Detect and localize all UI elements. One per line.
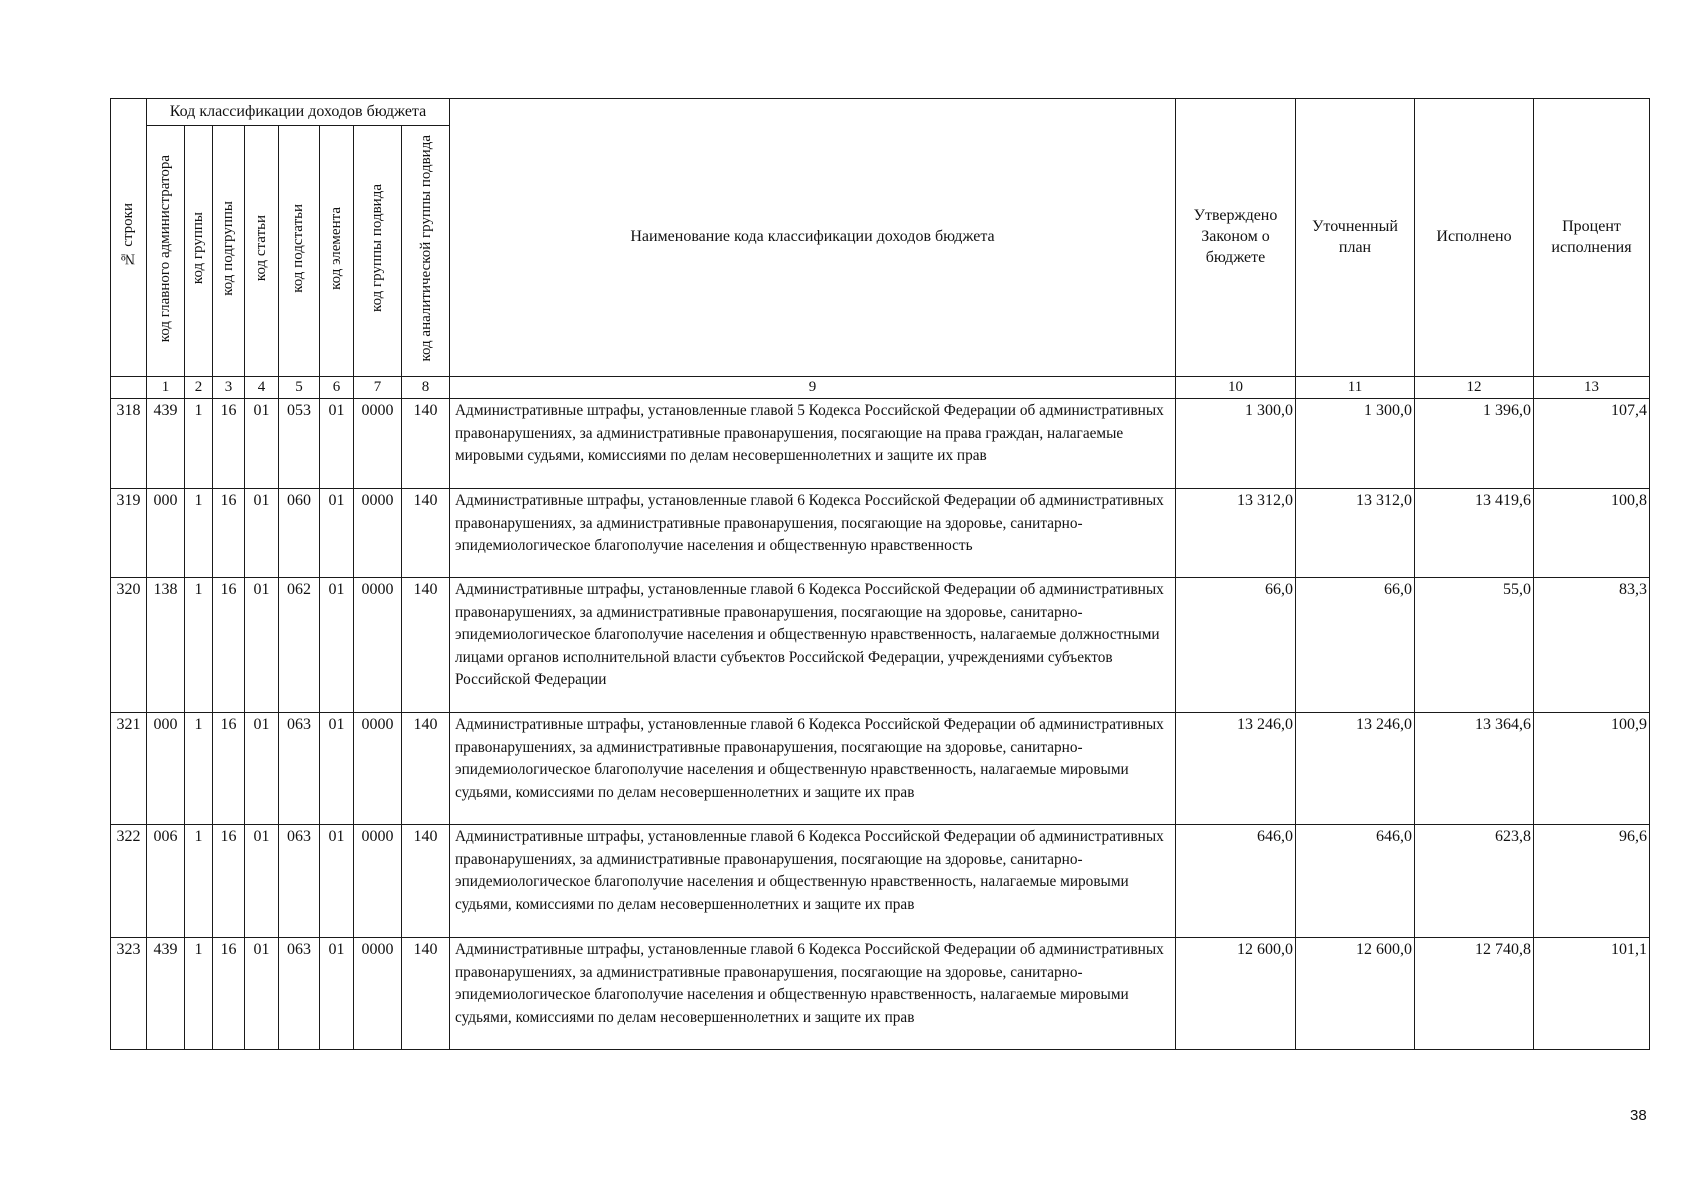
cell-refined: 13 312,0 <box>1296 489 1415 578</box>
cell-row-no: 318 <box>111 399 147 489</box>
cell-subarticle: 060 <box>279 489 320 578</box>
cell-approved: 13 246,0 <box>1176 713 1296 825</box>
column-number: 7 <box>354 377 402 399</box>
cell-row-no: 321 <box>111 713 147 825</box>
header-code-group-label: код группы <box>189 212 206 285</box>
header-code-subgroup <box>213 126 245 377</box>
cell-element: 01 <box>320 713 354 825</box>
header-percent: Процент исполнения <box>1534 99 1650 377</box>
header-code-subarticle-label: код подстатьи <box>290 203 307 293</box>
cell-article: 01 <box>245 825 279 938</box>
header-code-subgroup-label: код подгруппы <box>219 200 236 296</box>
table-row <box>111 938 1650 1050</box>
header-code-group-col <box>185 126 213 377</box>
cell-name: Административные штрафы, установленные главой 6 Кодекса Российской Федерации об административных правонарушениях, за административные правонарушения, посягающие на здоровье, санитарно-эпидемиологическое благополучие населения и общественную нравственность, налагаемые мировыми судьями, комиссиями по делам несовершеннолетних и защите их прав <box>450 938 1176 1050</box>
cell-analytic: 140 <box>402 399 450 489</box>
cell-analytic: 140 <box>402 825 450 938</box>
cell-analytic: 140 <box>402 938 450 1050</box>
cell-approved: 1 300,0 <box>1176 399 1296 489</box>
cell-executed: 12 740,8 <box>1415 938 1534 1050</box>
cell-row-no: 323 <box>111 938 147 1050</box>
column-number: 2 <box>185 377 213 399</box>
table-row <box>111 825 1650 938</box>
cell-name: Административные штрафы, установленные главой 6 Кодекса Российской Федерации об административных правонарушениях, за административные правонарушения, посягающие на здоровье, санитарно-эпидемиологическое благополучие населения и общественную нравственность <box>450 489 1176 578</box>
cell-analytic: 140 <box>402 489 450 578</box>
cell-subgroup: 16 <box>213 399 245 489</box>
header-approved: Утверждено Законом о бюджете <box>1176 99 1296 377</box>
cell-percent: 96,6 <box>1534 825 1650 938</box>
cell-admin: 006 <box>147 825 185 938</box>
cell-group: 1 <box>185 489 213 578</box>
cell-refined: 646,0 <box>1296 825 1415 938</box>
header-code-admin <box>147 126 185 377</box>
cell-element: 01 <box>320 578 354 713</box>
cell-element: 01 <box>320 938 354 1050</box>
header-name: Наименование кода классификации доходов бюджета <box>450 99 1176 377</box>
cell-subgroup: 16 <box>213 489 245 578</box>
header-code-analytic <box>402 126 450 377</box>
cell-percent: 100,9 <box>1534 713 1650 825</box>
column-number: 5 <box>279 377 320 399</box>
cell-subtype-group: 0000 <box>354 578 402 713</box>
page-number: 38 <box>1630 1107 1647 1124</box>
cell-subarticle: 063 <box>279 825 320 938</box>
header-code-analytic-label: код аналитической группы подвида <box>417 135 434 362</box>
cell-subtype-group: 0000 <box>354 713 402 825</box>
cell-executed: 623,8 <box>1415 825 1534 938</box>
cell-approved: 13 312,0 <box>1176 489 1296 578</box>
cell-refined: 1 300,0 <box>1296 399 1415 489</box>
column-number: 4 <box>245 377 279 399</box>
cell-subarticle: 053 <box>279 399 320 489</box>
cell-name: Административные штрафы, установленные главой 5 Кодекса Российской Федерации об административных правонарушениях, за административные правонарушения, посягающие на права граждан, налагаемые мировыми судьями, комиссиями по делам несовершеннолетних и защите их прав <box>450 399 1176 489</box>
cell-executed: 13 419,6 <box>1415 489 1534 578</box>
cell-subtype-group: 0000 <box>354 489 402 578</box>
cell-element: 01 <box>320 489 354 578</box>
cell-name: Административные штрафы, установленные главой 6 Кодекса Российской Федерации об административных правонарушениях, за административные правонарушения, посягающие на здоровье, санитарно-эпидемиологическое благополучие населения и общественную нравственность, налагаемые должностными лицами органов исполнительной власти субъектов Российской Федерации, учреждениями субъектов Российской Федерации <box>450 578 1176 713</box>
header-code-element <box>320 126 354 377</box>
column-number: 6 <box>320 377 354 399</box>
header-code-group: Код классификации доходов бюджета <box>147 99 450 126</box>
column-number: 11 <box>1296 377 1415 399</box>
cell-admin: 000 <box>147 713 185 825</box>
header-code-article <box>245 126 279 377</box>
cell-approved: 646,0 <box>1176 825 1296 938</box>
cell-subarticle: 063 <box>279 713 320 825</box>
cell-row-no: 319 <box>111 489 147 578</box>
cell-admin: 000 <box>147 489 185 578</box>
cell-group: 1 <box>185 399 213 489</box>
cell-admin: 439 <box>147 938 185 1050</box>
cell-name: Административные штрафы, установленные главой 6 Кодекса Российской Федерации об административных правонарушениях, за административные правонарушения, посягающие на здоровье, санитарно-эпидемиологическое благополучие населения и общественную нравственность, налагаемые мировыми судьями, комиссиями по делам несовершеннолетних и защите их прав <box>450 713 1176 825</box>
cell-name: Административные штрафы, установленные главой 6 Кодекса Российской Федерации об административных правонарушениях, за административные правонарушения, посягающие на здоровье, санитарно-эпидемиологическое благополучие населения и общественную нравственность, налагаемые мировыми судьями, комиссиями по делам несовершеннолетних и защите их прав <box>450 825 1176 938</box>
cell-row-no: 322 <box>111 825 147 938</box>
header-code-subtype-group <box>354 126 402 377</box>
cell-subarticle: 062 <box>279 578 320 713</box>
cell-subtype-group: 0000 <box>354 938 402 1050</box>
cell-executed: 1 396,0 <box>1415 399 1534 489</box>
budget-revenue-table <box>110 98 1650 1050</box>
cell-subgroup: 16 <box>213 578 245 713</box>
column-number: 12 <box>1415 377 1534 399</box>
cell-analytic: 140 <box>402 578 450 713</box>
cell-approved: 12 600,0 <box>1176 938 1296 1050</box>
column-number: 1 <box>147 377 185 399</box>
cell-analytic: 140 <box>402 713 450 825</box>
cell-subarticle: 063 <box>279 938 320 1050</box>
header-refined: Уточненный план <box>1296 99 1415 377</box>
header-row-no <box>111 99 147 377</box>
header-executed: Исполнено <box>1415 99 1534 377</box>
cell-executed: 55,0 <box>1415 578 1534 713</box>
cell-percent: 83,3 <box>1534 578 1650 713</box>
header-code-element-label: код элемента <box>327 206 344 290</box>
cell-group: 1 <box>185 578 213 713</box>
cell-element: 01 <box>320 399 354 489</box>
column-number: 8 <box>402 377 450 399</box>
table-row <box>111 399 1650 489</box>
cell-group: 1 <box>185 713 213 825</box>
header-code-subtype-group-label: код группы подвида <box>368 184 385 313</box>
cell-refined: 12 600,0 <box>1296 938 1415 1050</box>
cell-row-no: 320 <box>111 578 147 713</box>
column-number-blank <box>111 377 147 399</box>
table-row <box>111 489 1650 578</box>
cell-article: 01 <box>245 713 279 825</box>
column-number: 10 <box>1176 377 1296 399</box>
cell-percent: 100,8 <box>1534 489 1650 578</box>
cell-article: 01 <box>245 578 279 713</box>
cell-element: 01 <box>320 825 354 938</box>
cell-article: 01 <box>245 399 279 489</box>
cell-subgroup: 16 <box>213 713 245 825</box>
cell-admin: 439 <box>147 399 185 489</box>
cell-refined: 66,0 <box>1296 578 1415 713</box>
cell-refined: 13 246,0 <box>1296 713 1415 825</box>
cell-subtype-group: 0000 <box>354 825 402 938</box>
cell-subtype-group: 0000 <box>354 399 402 489</box>
cell-article: 01 <box>245 489 279 578</box>
cell-subgroup: 16 <box>213 938 245 1050</box>
cell-percent: 107,4 <box>1534 399 1650 489</box>
cell-group: 1 <box>185 938 213 1050</box>
cell-approved: 66,0 <box>1176 578 1296 713</box>
cell-percent: 101,1 <box>1534 938 1650 1050</box>
cell-executed: 13 364,6 <box>1415 713 1534 825</box>
header-code-article-label: код статьи <box>252 215 269 282</box>
cell-group: 1 <box>185 825 213 938</box>
column-number-row <box>111 377 1650 399</box>
header-row-no-label: № строки <box>119 203 136 267</box>
header-code-subarticle <box>279 126 320 377</box>
cell-subgroup: 16 <box>213 825 245 938</box>
column-number: 9 <box>450 377 1176 399</box>
table-row <box>111 578 1650 713</box>
cell-article: 01 <box>245 938 279 1050</box>
column-number: 13 <box>1534 377 1650 399</box>
column-number: 3 <box>213 377 245 399</box>
header-code-admin-label: код главного администратора <box>156 154 173 342</box>
cell-admin: 138 <box>147 578 185 713</box>
table-row <box>111 713 1650 825</box>
